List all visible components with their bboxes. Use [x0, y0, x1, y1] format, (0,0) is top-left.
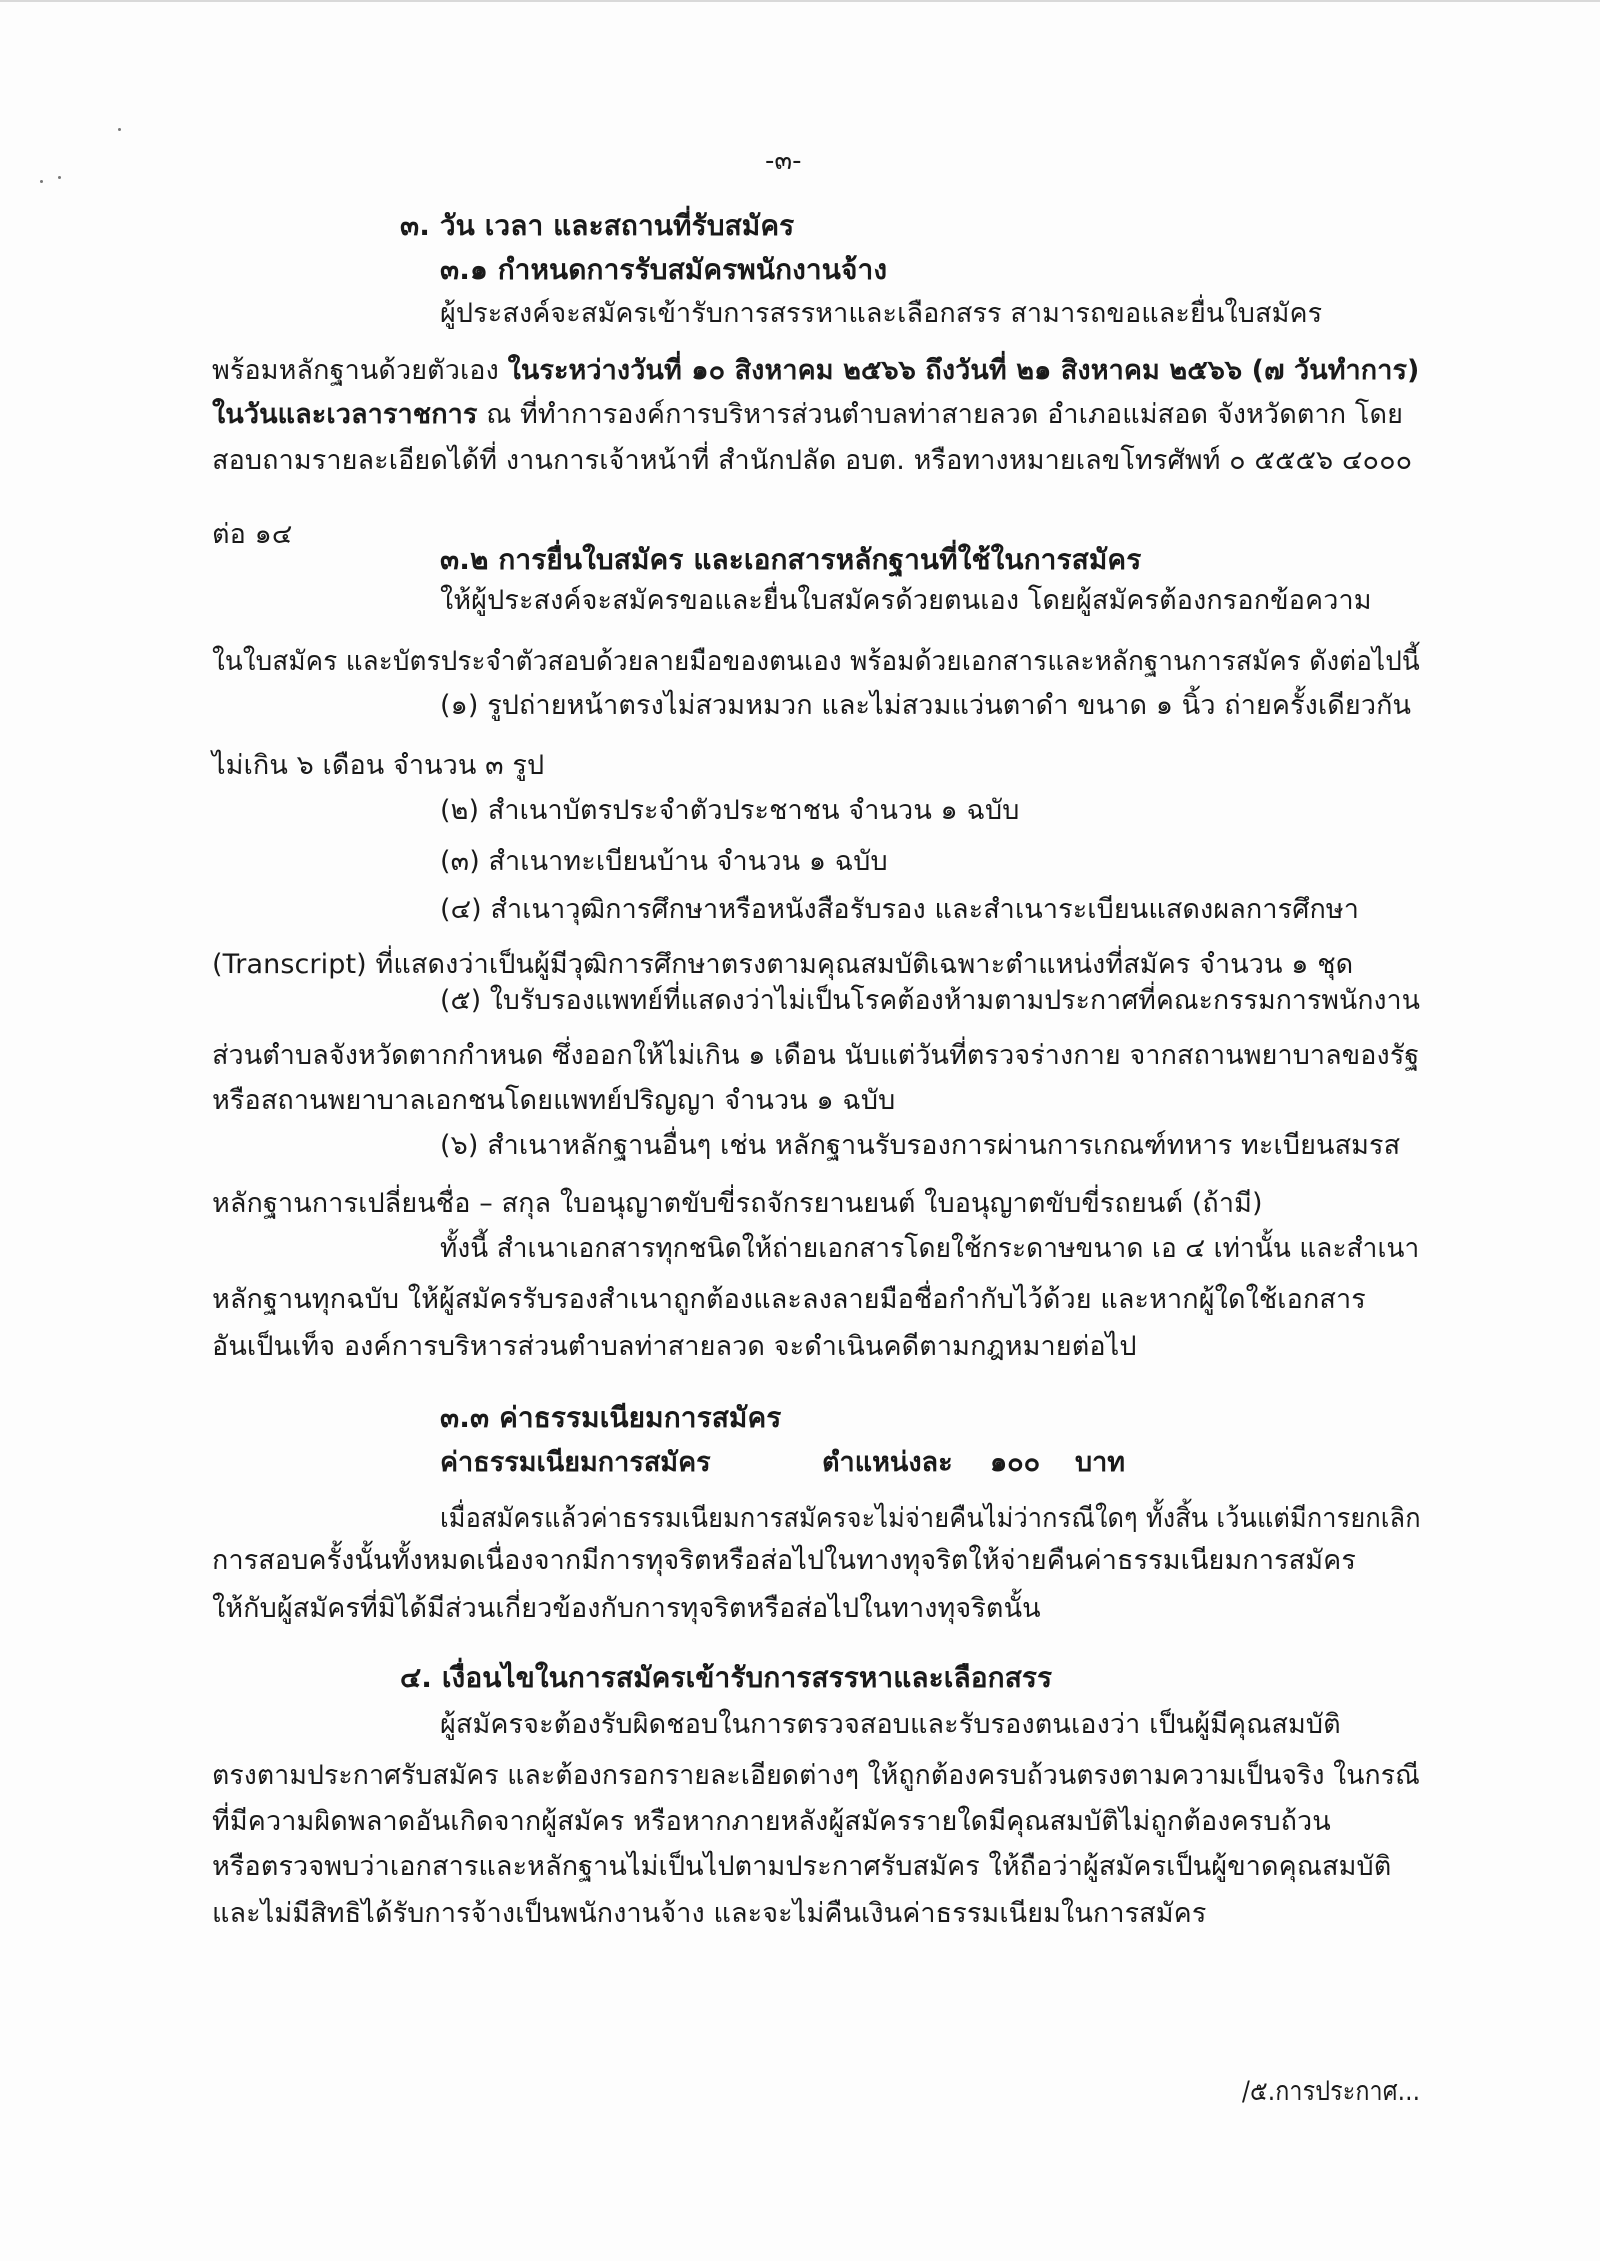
scan-speck [40, 180, 43, 183]
document-item-3: (๓) สำเนาทะเบียนบ้าน จำนวน ๑ ฉบับ [440, 846, 888, 877]
paragraph-line [212, 395, 1403, 435]
paragraph-line: ต่อ ๑๔ [212, 519, 293, 550]
document-item-6: (๖) สำเนาหลักฐานอื่นๆ เช่น หลักฐานรับรองการผ่านการเกณฑ์ทหาร ทะเบียนสมรส [440, 1130, 1401, 1161]
scan-speck [118, 128, 121, 131]
text-run: ณ ที่ทำการองค์การบริหารส่วนตำบลท่าสายลวด อำเภอแม่สอด จังหวัดตาก โดย [486, 399, 1404, 430]
text-run: พร้อมหลักฐานด้วยตัวเอง [212, 355, 499, 386]
paragraph-line: หลักฐานการเปลี่ยนชื่อ – สกุล ใบอนุญาตขับขี่รถจักรยานยนต์ ใบอนุญาตขับขี่รถยนต์ (ถ้ามี) [212, 1188, 1263, 1219]
paragraph-line: หลักฐานทุกฉบับ ให้ผู้สมัครรับรองสำเนาถูกต้องและลงลายมือชื่อกำกับไว้ด้วย และหากผู้ใดใช้เอกสาร [212, 1284, 1366, 1315]
paragraph-line: เมื่อสมัครแล้วค่าธรรมเนียมการสมัครจะไม่จ่ายคืนไม่ว่ากรณีใดๆ ทั้งสิ้น เว้นแต่มีการยกเลิก [440, 1503, 1421, 1534]
paragraph-line: หรือสถานพยาบาลเอกชนโดยแพทย์ปริญญา จำนวน ๑ ฉบับ [212, 1085, 896, 1116]
document-item-1: (๑) รูปถ่ายหน้าตรงไม่สวมหมวก และไม่สวมแว่นตาดำ ขนาด ๑ นิ้ว ถ่ายครั้งเดียวกัน [440, 690, 1412, 721]
section-3-2-heading: ๓.๒ การยื่นใบสมัคร และเอกสารหลักฐานที่ใช้ในการสมัคร [440, 543, 1142, 576]
fee-amount: ๑๐๐ [990, 1447, 1041, 1478]
application-period: ในระหว่างวันที่ ๑๐ สิงหาคม ๒๕๖๖ ถึงวันที่ ๒๑ สิงหาคม ๒๕๖๖ (๗ วันทำการ) [507, 355, 1420, 386]
document-item-2: (๒) สำเนาบัตรประจำตัวประชาชน จำนวน ๑ ฉบับ [440, 795, 1020, 826]
document-item-5: (๕) ใบรับรองแพทย์ที่แสดงว่าไม่เป็นโรคต้องห้ามตามประกาศที่คณะกรรมการพนักงาน [440, 985, 1420, 1016]
fee-per-position: ตำแหน่งละ [822, 1447, 953, 1478]
paragraph-line: (Transcript) ที่แสดงว่าเป็นผู้มีวุฒิการศึกษาตรงตามคุณสมบัติเฉพาะตำแหน่งที่สมัคร จำนวน ๑ ชุด [212, 949, 1354, 980]
section-3-1-heading: ๓.๑ กำหนดการรับสมัครพนักงานจ้าง [440, 253, 888, 286]
paragraph-line [212, 351, 1419, 391]
paragraph-line: ส่วนตำบลจังหวัดตากกำหนด ซึ่งออกให้ไม่เกิน ๑ เดือน นับแต่วันที่ตรวจร่างกาย จากสถานพยาบาลของรัฐ [212, 1040, 1420, 1071]
scan-speck [58, 176, 61, 179]
document-item-4: (๔) สำเนาวุฒิการศึกษาหรือหนังสือรับรอง และสำเนาระเบียนแสดงผลการศึกษา [440, 894, 1360, 925]
paragraph-line: หรือตรวจพบว่าเอกสารและหลักฐานไม่เป็นไปตามประกาศรับสมัคร ให้ถือว่าผู้สมัครเป็นผู้ขาดคุณสมบัติ [212, 1851, 1392, 1882]
paragraph-line: และไม่มีสิทธิได้รับการจ้างเป็นพนักงานจ้าง และจะไม่คืนเงินค่าธรรมเนียมในการสมัคร [212, 1898, 1207, 1929]
section-3-3-heading: ๓.๓ ค่าธรรมเนียมการสมัคร [440, 1401, 782, 1434]
fee-label: ค่าธรรมเนียมการสมัคร [440, 1447, 711, 1478]
paragraph-line: ที่มีความผิดพลาดอันเกิดจากผู้สมัคร หรือหากภายหลังผู้สมัครรายใดมีคุณสมบัติไม่ถูกต้องครบถ้วน [212, 1806, 1331, 1837]
paragraph-line: อันเป็นเท็จ องค์การบริหารส่วนตำบลท่าสายลวด จะดำเนินคดีตามกฎหมายต่อไป [212, 1331, 1137, 1362]
office-hours: ในวันและเวลาราชการ [212, 399, 478, 430]
paragraph-line: ให้ผู้ประสงค์จะสมัครขอและยื่นใบสมัครด้วยตนเอง โดยผู้สมัครต้องกรอกข้อความ [440, 585, 1372, 616]
paragraph-line: สอบถามรายละเอียดได้ที่ งานการเจ้าหน้าที่ สำนักปลัด อบต. หรือทางหมายเลขโทรศัพท์ ๐ ๕๕๕๖ ๔๐๐๐ [212, 445, 1413, 476]
fee-unit: บาท [1075, 1447, 1126, 1478]
section-3-heading: ๓. วัน เวลา และสถานที่รับสมัคร [400, 209, 795, 242]
section-4-heading: ๔. เงื่อนไขในการสมัครเข้ารับการสรรหาและเลือกสรร [400, 1661, 1053, 1694]
paragraph-line: ตรงตามประกาศรับสมัคร และต้องกรอกรายละเอียดต่างๆ ให้ถูกต้องครบถ้วนตรงตามความเป็นจริง ในกรณี [212, 1760, 1420, 1791]
paragraph-line: ในใบสมัคร และบัตรประจำตัวสอบด้วยลายมือของตนเอง พร้อมด้วยเอกสารและหลักฐานการสมัคร ดังต่อไปนี้ [212, 646, 1420, 677]
paragraph-line: ไม่เกิน ๖ เดือน จำนวน ๓ รูป [212, 750, 545, 781]
continuation-note: /๕.การประกาศ... [1242, 2076, 1421, 2107]
paragraph-line: ผู้ประสงค์จะสมัครเข้ารับการสรรหาและเลือกสรร สามารถขอและยื่นใบสมัคร [440, 298, 1323, 329]
paragraph-line: ให้กับผู้สมัครที่มิได้มีส่วนเกี่ยวข้องกับการทุจริตหรือส่อไปในทางทุจริตนั้น [212, 1593, 1041, 1624]
paragraph-line: ผู้สมัครจะต้องรับผิดชอบในการตรวจสอบและรับรองตนเองว่า เป็นผู้มีคุณสมบัติ [440, 1709, 1341, 1740]
scan-edge [0, 0, 1600, 2]
paragraph-line: การสอบครั้งนั้นทั้งหมดเนื่องจากมีการทุจริตหรือส่อไปในทางทุจริตให้จ่ายคืนค่าธรรมเนียมการสมัคร [212, 1545, 1356, 1576]
paragraph-line: ทั้งนี้ สำเนาเอกสารทุกชนิดให้ถ่ายเอกสารโดยใช้กระดาษขนาด เอ ๔ เท่านั้น และสำเนา [440, 1233, 1420, 1264]
page-number: -๓- [765, 146, 802, 176]
